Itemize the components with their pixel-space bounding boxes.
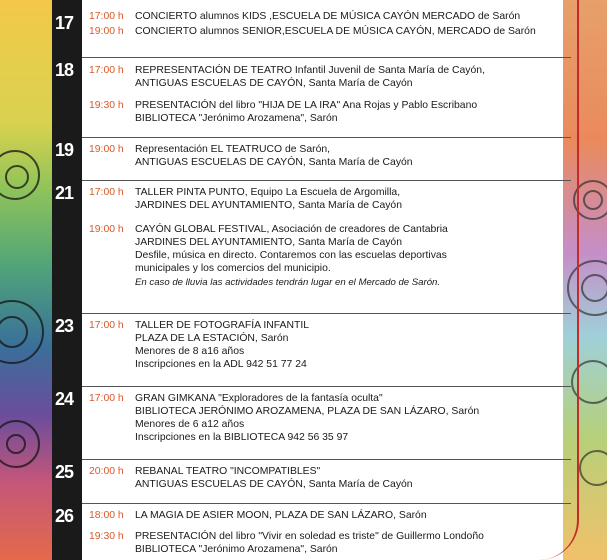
event-time: 19:00 h bbox=[89, 224, 124, 236]
event-line: ANTIGUAS ESCUELAS DE CAYÓN, Santa María de Cayón bbox=[135, 157, 413, 169]
event-time: 17:00 h bbox=[89, 187, 124, 198]
event-day-26 bbox=[52, 503, 571, 560]
event-time: 18:00 h bbox=[89, 510, 124, 521]
event-line: Desfile, música en directo. Contaremos con las escuelas deportivas bbox=[135, 250, 447, 262]
event-line: GRAN GIMKANA "Exploradores de la fantasía oculta" bbox=[135, 393, 383, 404]
event-line: ANTIGUAS ESCUELAS DE CAYÓN, Santa María de Cayón bbox=[135, 78, 413, 90]
event-line: BIBLIOTECA JERÓNIMO AROZAMENA, PLAZA DE SAN LÁZARO, Sarón bbox=[135, 406, 480, 418]
event-entry bbox=[82, 465, 571, 491]
event-line: LA MAGIA DE ASIER MOON, PLAZA DE SAN LÁZARO, Sarón bbox=[135, 510, 427, 521]
event-day-21 bbox=[52, 180, 571, 310]
event-time: 17:00 h bbox=[89, 11, 124, 22]
day-number: 19 bbox=[55, 140, 74, 160]
event-entry bbox=[82, 143, 571, 169]
event-day-19 bbox=[52, 137, 571, 177]
event-day-25 bbox=[52, 459, 571, 499]
event-entry bbox=[82, 530, 571, 556]
event-line: Menores de 6 a12 años bbox=[135, 419, 245, 431]
event-line: Inscripciones en la BIBLIOTECA 942 56 35 97 bbox=[135, 432, 349, 444]
event-line: BIBLIOTECA "Jerónimo Arozamena", Sarón bbox=[135, 113, 338, 125]
event-line: ANTIGUAS ESCUELAS DE CAYÓN, Santa María de Cayón bbox=[135, 479, 413, 491]
event-line: municipales y los comercios del municipio. bbox=[135, 263, 331, 275]
event-entry bbox=[82, 392, 571, 444]
day-number: 17 bbox=[55, 13, 74, 33]
event-line: Representación EL TEATRUCO de Sarón, bbox=[135, 144, 331, 155]
event-entry bbox=[82, 223, 571, 288]
event-time: 17:00 h bbox=[89, 65, 124, 76]
event-line: JARDINES DEL AYUNTAMIENTO, Santa María de Cayón bbox=[135, 237, 402, 249]
event-entry bbox=[82, 319, 571, 371]
event-entry bbox=[82, 64, 571, 90]
event-entry bbox=[82, 25, 571, 38]
event-time: 19:30 h bbox=[89, 100, 124, 112]
event-line: JARDINES DEL AYUNTAMIENTO, Santa María de Cayón bbox=[135, 200, 402, 212]
event-line: PRESENTACIÓN del libro "HIJA DE LA IRA" Ana Rojas y Pablo Escribano bbox=[135, 100, 478, 112]
event-time: 19:30 h bbox=[89, 531, 124, 543]
day-number: 23 bbox=[55, 316, 74, 336]
event-line: CAYÓN GLOBAL FESTIVAL, Asociación de creadores de Cantabria bbox=[135, 224, 448, 236]
event-day-17 bbox=[52, 10, 571, 50]
event-day-24 bbox=[52, 386, 571, 456]
day-number: 24 bbox=[55, 389, 74, 409]
event-time: 19:00 h bbox=[89, 26, 124, 38]
day-number: 21 bbox=[55, 183, 74, 203]
event-line: TALLER PINTA PUNTO, Equipo La Escuela de Argomilla, bbox=[135, 187, 401, 198]
event-time: 20:00 h bbox=[89, 466, 124, 477]
event-line: Menores de 8 a16 años bbox=[135, 346, 245, 358]
event-line: PLAZA DE LA ESTACIÓN, Sarón bbox=[135, 333, 289, 345]
day-number: 18 bbox=[55, 60, 74, 80]
event-day-18 bbox=[52, 57, 571, 135]
event-entry bbox=[82, 10, 571, 23]
day-number: 26 bbox=[55, 506, 74, 526]
event-entry bbox=[82, 99, 571, 125]
event-entry bbox=[82, 509, 571, 522]
event-line: REPRESENTACIÓN DE TEATRO Infantil Juvenil de Santa María de Cayón, bbox=[135, 65, 485, 76]
event-line: BIBLIOTECA "Jerónimo Arozamena", Sarón bbox=[135, 544, 338, 556]
event-line: Inscripciones en la ADL 942 51 77 24 bbox=[135, 359, 307, 371]
event-time: 19:00 h bbox=[89, 144, 124, 155]
event-line: PRESENTACIÓN del libro "Vivir en soledad es triste" de Guillermo Londoño bbox=[135, 531, 484, 543]
event-time: 17:00 h bbox=[89, 320, 124, 331]
rain-note: En caso de lluvia las actividades tendrán lugar en el Mercado de Sarón. bbox=[135, 276, 441, 288]
day-number: 25 bbox=[55, 462, 74, 482]
event-time: 17:00 h bbox=[89, 393, 124, 404]
left-decorative-art bbox=[0, 0, 52, 560]
event-line: TALLER DE FOTOGRAFÍA INFANTIL bbox=[135, 320, 309, 331]
event-entry bbox=[82, 186, 571, 212]
event-line: REBANAL TEATRO "INCOMPATIBLES" bbox=[135, 466, 321, 477]
event-line: CONCIERTO alumnos KIDS ,ESCUELA DE MÚSICA CAYÓN MERCADO de Sarón bbox=[135, 11, 521, 22]
event-line: CONCIERTO alumnos SENIOR,ESCUELA DE MÚSICA CAYÓN, MERCADO de Sarón bbox=[135, 26, 536, 38]
event-day-23 bbox=[52, 313, 571, 383]
